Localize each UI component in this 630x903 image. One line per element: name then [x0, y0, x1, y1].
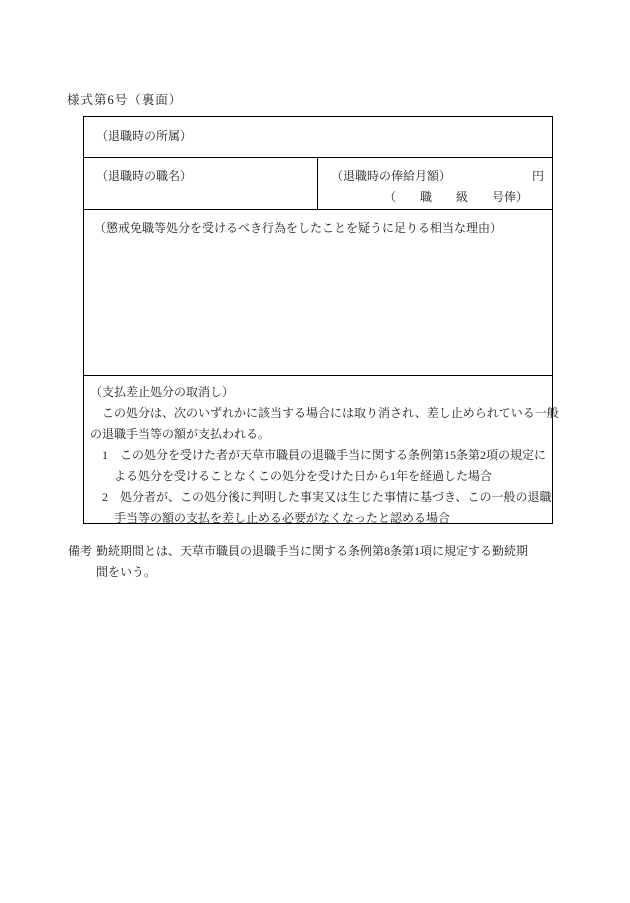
- cancellation-line: 1 この処分を受けた者が天草市職員の退職手当に関する条例第15条第2項の規定に: [90, 448, 547, 462]
- job-title-label: （退職時の職名）: [96, 169, 193, 183]
- job-title-cell: [84, 158, 318, 209]
- reason-cell: [84, 209, 552, 375]
- affiliation-label: （退職時の所属）: [96, 129, 193, 143]
- remarks-body: [96, 541, 560, 583]
- jobtitle-salary-row: [84, 157, 552, 209]
- salary-line: [331, 166, 544, 187]
- cancellation-line: よる処分を受けることなくこの処分を受けた日から1年を経過した場合: [90, 469, 493, 483]
- remarks-line: 勤続期間とは、天草市職員の退職手当に関する条例第8条第1項に規定する勤続期: [96, 544, 529, 558]
- salary-label: （退職時の俸給月額）: [331, 169, 452, 183]
- affiliation-cell: [84, 117, 552, 157]
- reason-label: （懲戒免職等処分を受けるべき行為をしたことを疑うに足りる相当な理由）: [94, 221, 503, 235]
- cancellation-line: の退職手当等の額が支払われる。: [90, 427, 271, 441]
- cancellation-line: この処分は、次のいずれかに該当する場合には取り消され、差し止められている一般: [90, 406, 559, 420]
- cancellation-cell: [84, 375, 559, 525]
- form-table: [83, 116, 559, 525]
- salary-cell: [318, 158, 552, 209]
- salary-unit-label: 円: [531, 169, 544, 183]
- remarks: [68, 541, 560, 583]
- cancellation-line: 2 処分者が、この処分後に判明した事実又は生じた事情に基づき、この一般の退職: [90, 490, 552, 504]
- cancellation-line: 手当等の額の支払を差し止める必要がなくなったと認める場合: [90, 511, 451, 525]
- grade-step-label: （ 職 級 号俸）: [383, 190, 528, 204]
- remarks-label: 備考: [68, 544, 93, 558]
- form-title: 様式第6号（裏面）: [67, 93, 183, 107]
- cancellation-line: （支払差止処分の取消し）: [90, 385, 235, 399]
- remarks-line: 間をいう。: [96, 565, 157, 579]
